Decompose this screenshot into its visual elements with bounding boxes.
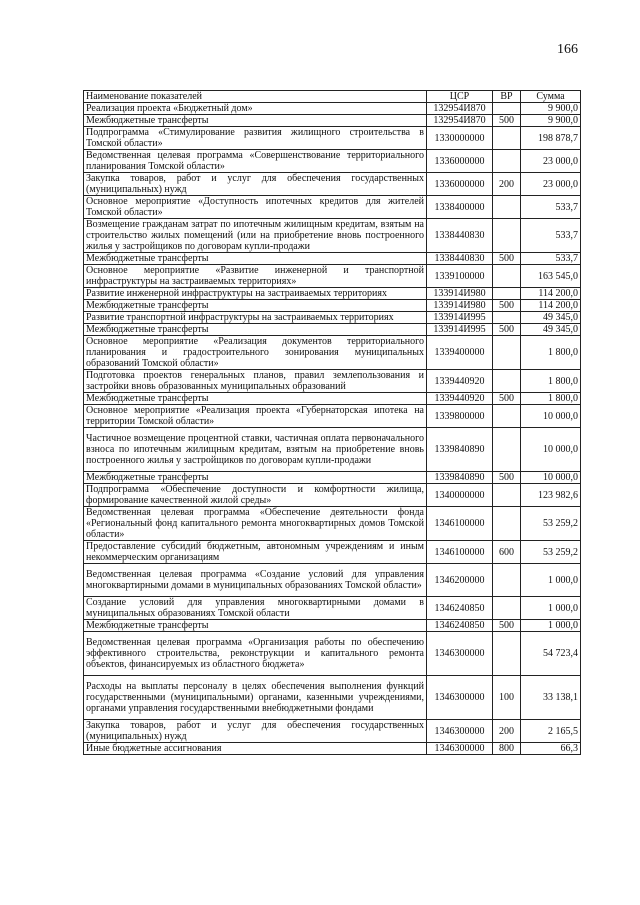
table-row xyxy=(84,428,581,472)
cell-sum: 533,7 xyxy=(521,253,581,265)
cell-vr xyxy=(493,632,521,676)
header-csr: ЦСР xyxy=(427,91,493,103)
table-row xyxy=(84,196,581,219)
cell-csr: 1346240850 xyxy=(427,597,493,620)
table-row xyxy=(84,676,581,720)
table-header xyxy=(84,91,581,103)
cell-name: Межбюджетные трансферты xyxy=(84,253,427,265)
cell-sum: 23 000,0 xyxy=(521,173,581,196)
cell-name: Подготовка проектов генеральных планов, правил землепользования и застройки вновь образованных муниципальных образований xyxy=(84,370,427,393)
cell-vr: 500 xyxy=(493,115,521,127)
cell-sum: 53 259,2 xyxy=(521,507,581,541)
cell-csr: 1338440830 xyxy=(427,253,493,265)
table-row xyxy=(84,150,581,173)
cell-vr xyxy=(493,219,521,253)
cell-name: Ведомственная целевая программа «Создание условий для управления многоквартирными домами в муниципальных образованиях Томской области» xyxy=(84,564,427,597)
cell-name: Ведомственная целевая программа «Обеспечение деятельности фонда «Региональный фонд капитального ремонта многоквартирных домов Томской области» xyxy=(84,507,427,541)
cell-sum: 10 000,0 xyxy=(521,428,581,472)
cell-sum: 1 800,0 xyxy=(521,393,581,405)
cell-name: Основное мероприятие «Доступность ипотечных кредитов для жителей Томской области» xyxy=(84,196,427,219)
cell-sum: 1 000,0 xyxy=(521,597,581,620)
cell-sum: 49 345,0 xyxy=(521,324,581,336)
table-row xyxy=(84,720,581,743)
cell-csr: 1339100000 xyxy=(427,265,493,288)
table-row xyxy=(84,393,581,405)
cell-vr xyxy=(493,312,521,324)
cell-sum: 10 000,0 xyxy=(521,472,581,484)
cell-vr xyxy=(493,428,521,472)
cell-csr: 1340000000 xyxy=(427,484,493,507)
table-row xyxy=(84,312,581,324)
cell-name: Иные бюджетные ассигнования xyxy=(84,743,427,755)
cell-sum: 49 345,0 xyxy=(521,312,581,324)
cell-csr: 1346100000 xyxy=(427,507,493,541)
cell-vr: 600 xyxy=(493,541,521,564)
cell-name: Подпрограмма «Стимулирование развития жилищного строительства в Томской области» xyxy=(84,127,427,150)
cell-csr: 132954И870 xyxy=(427,103,493,115)
cell-csr: 1346300000 xyxy=(427,632,493,676)
cell-sum: 114 200,0 xyxy=(521,300,581,312)
cell-vr: 500 xyxy=(493,393,521,405)
cell-name: Межбюджетные трансферты xyxy=(84,393,427,405)
cell-csr: 1346100000 xyxy=(427,541,493,564)
cell-vr: 200 xyxy=(493,173,521,196)
cell-csr: 1338400000 xyxy=(427,196,493,219)
cell-name: Частичное возмещение процентной ставки, частичная оплата первоначального взноса по ипотечным жилищным кредитам, взятым на приобретение вновь построенного жилья у застройщиков по договорам купли-продажи xyxy=(84,428,427,472)
cell-vr: 500 xyxy=(493,253,521,265)
cell-csr: 1346240850 xyxy=(427,620,493,632)
cell-csr: 1339800000 xyxy=(427,405,493,428)
table-row xyxy=(84,127,581,150)
table-row xyxy=(84,620,581,632)
cell-csr: 1346300000 xyxy=(427,720,493,743)
table-row xyxy=(84,173,581,196)
cell-sum: 533,7 xyxy=(521,196,581,219)
cell-csr: 1346300000 xyxy=(427,676,493,720)
cell-vr: 500 xyxy=(493,620,521,632)
table-row xyxy=(84,484,581,507)
cell-csr: 133914И995 xyxy=(427,324,493,336)
cell-csr: 1346200000 xyxy=(427,564,493,597)
cell-sum: 1 000,0 xyxy=(521,620,581,632)
cell-name: Межбюджетные трансферты xyxy=(84,300,427,312)
cell-name: Подпрограмма «Обеспечение доступности и комфортности жилища, формирование качественной жилой среды» xyxy=(84,484,427,507)
cell-vr xyxy=(493,507,521,541)
cell-sum: 163 545,0 xyxy=(521,265,581,288)
cell-csr: 1339440920 xyxy=(427,393,493,405)
cell-vr: 500 xyxy=(493,472,521,484)
table-row xyxy=(84,507,581,541)
cell-vr: 500 xyxy=(493,300,521,312)
cell-csr: 132954И870 xyxy=(427,115,493,127)
cell-csr: 1339440920 xyxy=(427,370,493,393)
table-row xyxy=(84,597,581,620)
cell-name: Межбюджетные трансферты xyxy=(84,324,427,336)
cell-vr xyxy=(493,127,521,150)
cell-name: Основное мероприятие «Реализация проекта «Губернаторская ипотека на территории Томской области» xyxy=(84,405,427,428)
cell-vr xyxy=(493,336,521,370)
cell-sum: 54 723,4 xyxy=(521,632,581,676)
cell-sum: 53 259,2 xyxy=(521,541,581,564)
cell-name: Возмещение гражданам затрат по ипотечным жилищным кредитам, взятым на строительство жилых помещений (или на приобретение вновь построенного жилья у застройщиков по договорам купли-продажи xyxy=(84,219,427,253)
cell-name: Межбюджетные трансферты xyxy=(84,472,427,484)
table-row xyxy=(84,265,581,288)
cell-sum: 114 200,0 xyxy=(521,288,581,300)
cell-name: Основное мероприятие «Развитие инженерной и транспортной инфраструктуры на застраиваемых территориях» xyxy=(84,265,427,288)
cell-sum: 1 000,0 xyxy=(521,564,581,597)
table-row xyxy=(84,288,581,300)
cell-sum: 123 982,6 xyxy=(521,484,581,507)
cell-csr: 1336000000 xyxy=(427,173,493,196)
header-sum: Сумма xyxy=(521,91,581,103)
cell-vr xyxy=(493,196,521,219)
table-row xyxy=(84,324,581,336)
cell-vr xyxy=(493,150,521,173)
table-row xyxy=(84,336,581,370)
header-vr: ВР xyxy=(493,91,521,103)
cell-csr: 1339840890 xyxy=(427,428,493,472)
cell-sum: 10 000,0 xyxy=(521,405,581,428)
table-body xyxy=(84,103,581,755)
cell-sum: 33 138,1 xyxy=(521,676,581,720)
cell-csr: 1339840890 xyxy=(427,472,493,484)
table-row xyxy=(84,472,581,484)
cell-name: Закупка товаров, работ и услуг для обеспечения государственных (муниципальных) нужд xyxy=(84,720,427,743)
cell-sum: 66,3 xyxy=(521,743,581,755)
cell-vr: 500 xyxy=(493,324,521,336)
cell-name: Развитие инженерной инфраструктуры на застраиваемых территориях xyxy=(84,288,427,300)
cell-csr: 1336000000 xyxy=(427,150,493,173)
cell-name: Основное мероприятие «Реализация документов территориального планирования и градостроительного зонирования муниципальных образований Томской области» xyxy=(84,336,427,370)
cell-csr: 1338440830 xyxy=(427,219,493,253)
cell-name: Расходы на выплаты персоналу в целях обеспечения выполнения функций государственными (муниципальными) органами, казенными учреждениями, органами управления государственными внебюджетными фондами xyxy=(84,676,427,720)
cell-csr: 133914И980 xyxy=(427,300,493,312)
cell-sum: 198 878,7 xyxy=(521,127,581,150)
table-row xyxy=(84,300,581,312)
cell-name: Межбюджетные трансферты xyxy=(84,115,427,127)
page-number: 166 xyxy=(557,42,578,57)
table-row xyxy=(84,743,581,755)
table-row xyxy=(84,253,581,265)
cell-name: Межбюджетные трансферты xyxy=(84,620,427,632)
cell-sum: 1 800,0 xyxy=(521,370,581,393)
cell-csr: 133914И995 xyxy=(427,312,493,324)
table-row xyxy=(84,219,581,253)
table-row xyxy=(84,405,581,428)
cell-vr: 800 xyxy=(493,743,521,755)
cell-name: Закупка товаров, работ и услуг для обеспечения государственных (муниципальных) нужд xyxy=(84,173,427,196)
cell-sum: 9 900,0 xyxy=(521,115,581,127)
cell-name: Развитие транспортной инфраструктуры на застраиваемых территориях xyxy=(84,312,427,324)
table-row xyxy=(84,103,581,115)
cell-sum: 9 900,0 xyxy=(521,103,581,115)
cell-name: Ведомственная целевая программа «Организация работы по обеспечению эффективного строительства, реконструкции и капитального ремонта объектов, финансируемых из областного бюджета» xyxy=(84,632,427,676)
cell-vr xyxy=(493,597,521,620)
cell-vr xyxy=(493,370,521,393)
cell-name: Предоставление субсидий бюджетным, автономным учреждениям и иным некоммерческим организациям xyxy=(84,541,427,564)
cell-csr: 1330000000 xyxy=(427,127,493,150)
table-row xyxy=(84,632,581,676)
table-row xyxy=(84,370,581,393)
budget-table xyxy=(83,90,581,755)
cell-sum: 533,7 xyxy=(521,219,581,253)
cell-sum: 1 800,0 xyxy=(521,336,581,370)
cell-vr: 100 xyxy=(493,676,521,720)
cell-name: Создание условий для управления многоквартирными домами в муниципальных образованиях Томской области xyxy=(84,597,427,620)
cell-vr xyxy=(493,103,521,115)
cell-csr: 133914И980 xyxy=(427,288,493,300)
table-row xyxy=(84,541,581,564)
cell-vr xyxy=(493,405,521,428)
cell-vr xyxy=(493,484,521,507)
cell-sum: 2 165,5 xyxy=(521,720,581,743)
cell-vr xyxy=(493,288,521,300)
cell-csr: 1339400000 xyxy=(427,336,493,370)
cell-vr xyxy=(493,564,521,597)
cell-vr: 200 xyxy=(493,720,521,743)
cell-csr: 1346300000 xyxy=(427,743,493,755)
cell-vr xyxy=(493,265,521,288)
cell-sum: 23 000,0 xyxy=(521,150,581,173)
table-row xyxy=(84,564,581,597)
header-name: Наименование показателей xyxy=(84,91,427,103)
cell-name: Реализация проекта «Бюджетный дом» xyxy=(84,103,427,115)
cell-name: Ведомственная целевая программа «Совершенствование территориального планирования Томской области» xyxy=(84,150,427,173)
table-row xyxy=(84,115,581,127)
